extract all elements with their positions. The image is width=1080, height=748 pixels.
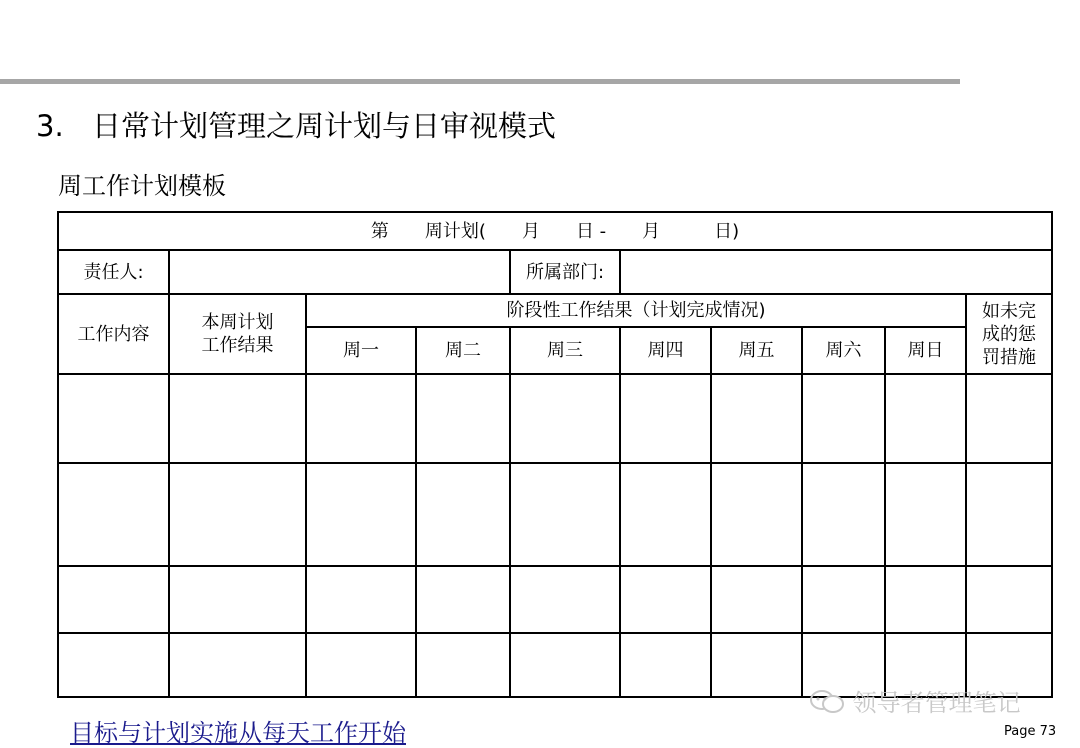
page-title <box>36 104 556 145</box>
day-header-wed: 周三 <box>510 327 620 374</box>
day-header-thu: 周四 <box>620 327 711 374</box>
col-header-penalty <box>966 294 1052 374</box>
page-number: Page 73 <box>1004 724 1057 739</box>
watermark <box>809 683 1021 718</box>
day-header-sun: 周日 <box>885 327 966 374</box>
owner-field[interactable] <box>169 250 510 294</box>
section-title: 日常计划管理之周计划与日审视模式 <box>92 109 557 143</box>
dept-label: 所属部门: <box>510 250 620 294</box>
footer-link[interactable]: 目标与计划实施从每天工作开始 <box>70 719 406 747</box>
dept-field[interactable] <box>620 250 1052 294</box>
col-header-content: 工作内容 <box>58 294 169 374</box>
weekly-plan-table <box>57 211 1053 698</box>
owner-label: 责任人: <box>58 250 169 294</box>
day-header-sat: 周六 <box>802 327 885 374</box>
col-header-plan <box>169 294 306 374</box>
table-row <box>58 374 1052 463</box>
watermark-text: 领导者管理笔记 <box>852 689 1021 717</box>
col-header-stage: 阶段性工作结果（计划完成情况) <box>306 294 966 327</box>
day-header-mon: 周一 <box>306 327 416 374</box>
top-divider <box>0 79 960 84</box>
day-header-fri: 周五 <box>711 327 802 374</box>
template-subtitle: 周工作计划模板 <box>58 172 226 200</box>
chat-bubble-icon <box>809 689 845 715</box>
table-title: 第 周计划( 月 日 - 月 日) <box>58 212 1052 250</box>
col-header-penalty-text: 如未完成的惩罚措施 <box>982 300 1037 368</box>
section-number: 3. <box>36 109 64 143</box>
col-header-plan-text: 本周计划工作结果 <box>201 312 274 356</box>
day-header-tue: 周二 <box>416 327 510 374</box>
table-row <box>58 463 1052 566</box>
table-row <box>58 566 1052 633</box>
